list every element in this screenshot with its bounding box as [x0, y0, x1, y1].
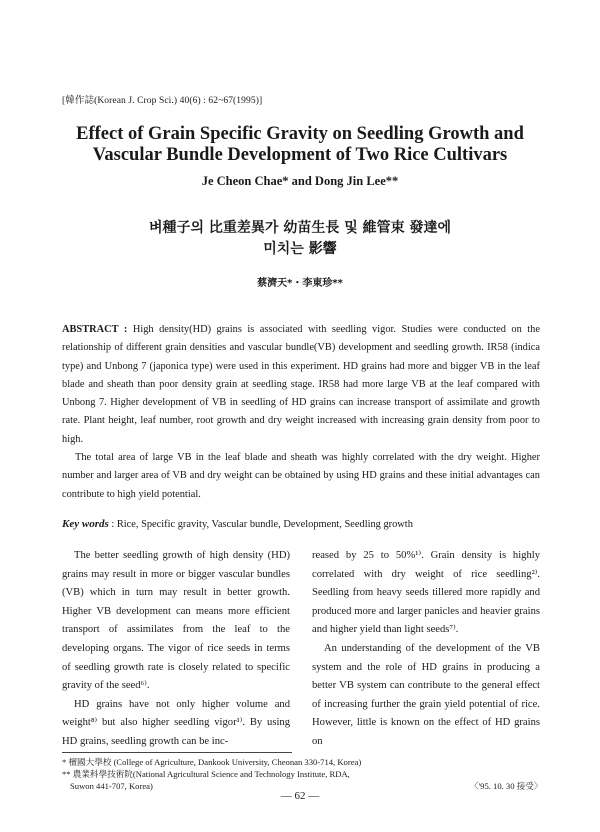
keywords	[62, 518, 542, 530]
footnote-1: * 檀國大學校 (College of Agriculture, Dankook University, Cheonan 330-714, Korea)	[62, 757, 362, 767]
body-paragraph: The better seedling growth of high density (HD) grains may result in more or bigger vascular bundles (VB) which in turn may result in better growth. Higher VB development can means more efficient transport of assimilates from the leaf to the developing organs. The vigor of rice seeds in terms of seedling growth rate is closely related to specific gravity of the seed⁶⁾.	[62, 550, 290, 692]
page-number: — 62 —	[280, 790, 320, 802]
korean-title	[0, 218, 600, 260]
body-right-column	[312, 547, 540, 752]
keywords-label: Key words	[62, 518, 109, 530]
abstract-paragraph-1	[62, 321, 540, 449]
abstract-paragraph-2: The total area of large VB in the leaf blade and sheath was highly correlated with the dry weight. Higher number and larger area of VB and dry weight can be obtained by using HD grains and these initial advantages can contribute to high yield potential.	[62, 452, 540, 500]
footnote-2-continued: Suwon 441-707, Korea)	[70, 781, 153, 792]
body-paragraph: HD grains have not only higher volume and weight⁸⁾ but also higher seedling vigor¹⁾. By using HD grains, seedling growth can be inc-	[62, 698, 290, 747]
footnote-rule	[62, 752, 292, 753]
authors: Je Cheon Chae* and Dong Jin Lee**	[201, 174, 399, 188]
title-line-2: Vascular Bundle Development of Two Rice Cultivars	[92, 145, 508, 165]
body-paragraph: An understanding of the development of the VB system and the role of HD grains in producing a better VB system can contribute to the general effect of increasing further the grain yield potential of rice. However, little is known on the effect of HD grains on	[312, 642, 540, 747]
journal-citation: [韓作誌(Korean J. Crop Sci.) 40(6) : 62~67(1995)]	[62, 96, 263, 106]
footnote-2: ** 農業科學技術院(National Agricultural Science and Technology Institute, RDA,	[62, 769, 350, 780]
korean-title-line-2: 미치는 影響	[263, 241, 337, 257]
keywords-text: : Rice, Specific gravity, Vascular bundle, Development, Seedling growth	[108, 519, 413, 530]
abstract-label: ABSTRACT :	[62, 324, 128, 335]
body-paragraph: reased by 25 to 50%¹⁾. Grain density is highly correlated with dry weight of rice seedling²⁾. Seedling from heavy seeds tillered more rapidly and produced more and larger panicles and heavier grains and higher yield than light seeds⁷⁾.	[312, 550, 540, 636]
body-left-column	[62, 547, 290, 752]
korean-authors: 蔡濟天*・李東珍**	[257, 278, 343, 289]
abstract	[62, 321, 540, 504]
title-line-1: Effect of Grain Specific Gravity on Seedling Growth and	[76, 124, 524, 144]
received-date: 〈'95. 10. 30 接受〉	[470, 781, 543, 791]
footnotes	[62, 756, 361, 793]
abstract-text-1: High density(HD) grains is associated with seedling vigor. Studies were conducted on the relationship of different grain densities and vascular bundle(VB) development and seedling growth. IR58 (indica type) and Unbong 7 (japonica type) were used in this experiment. HD grains had more and bigger VB in the leaf blade and sheath than poor density grain at seedling stage. IR58 had more large VB at the leaf compared with Unbong 7. Higher development of VB in seedling of HD grains can increase transport of assimilate and growth rate. Plant height, leaf number, root growth and dry weight increased with increasing grain density from poor to high.	[62, 324, 540, 445]
paper-title	[40, 124, 560, 166]
korean-title-line-1: 벼種子의 比重差異가 幼苗生長 및 維管束 發達에	[149, 220, 451, 236]
